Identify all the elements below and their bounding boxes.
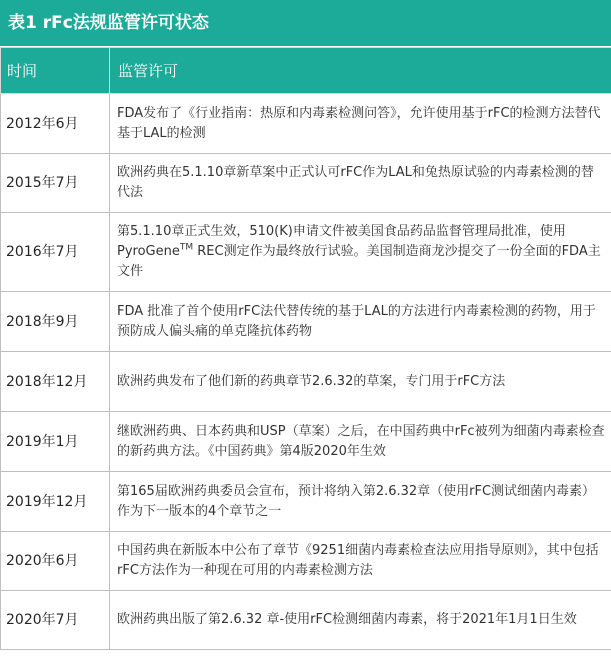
table-row	[1, 472, 611, 532]
header-approval: 监管许可	[110, 48, 611, 94]
row-text	[110, 213, 611, 292]
row-date: 2019年1月	[1, 412, 110, 472]
row-date: 2012年6月	[1, 94, 110, 154]
header-row	[1, 48, 611, 94]
row-date: 2020年7月	[1, 591, 110, 650]
row-text: 欧洲药典在5.1.10章新草案中正式认可rFC作为LAL和兔热原试验的内毒素检测的替代法	[110, 154, 611, 213]
row-date: 2019年12月	[1, 472, 110, 532]
row-text: 欧洲药典发布了他们新的药典章节2.6.32的草案，专门用于rFC方法	[110, 352, 611, 412]
row-text-part-a: 第5.1.10章正式生效，510(K)申请文件被美国食品药品监督管理局批准，使用PyroGene	[117, 224, 566, 259]
table-row	[1, 213, 611, 292]
regulatory-table	[0, 47, 611, 650]
table-row	[1, 412, 611, 472]
row-date: 2018年9月	[1, 292, 110, 352]
row-date: 2015年7月	[1, 154, 110, 213]
row-text: 中国药典在新版本中公布了章节《9251细菌内毒素检查法应用指导原则》，其中包括rFC方法作为一种现在可用的内毒素检测方法	[110, 532, 611, 591]
header-time: 时间	[1, 48, 110, 94]
table-title: 表1 rFc法规监管许可状态	[0, 0, 611, 47]
table-row	[1, 591, 611, 650]
table-row	[1, 292, 611, 352]
row-text: 第165届欧洲药典委员会宣布，预计将纳入第2.6.32章（使用rFC测试细菌内毒素）作为下一版本的4个章节之一	[110, 472, 611, 532]
row-text-part-b: REC测定作为最终放行试验。美国制造商龙沙提交了一份全面的FDA主文件	[117, 244, 601, 279]
row-text: 欧洲药典出版了第2.6.32 章-使用rFC检测细菌内毒素，将于2021年1月1日生效	[110, 591, 611, 650]
trademark-superscript: TM	[179, 242, 194, 253]
row-date: 2018年12月	[1, 352, 110, 412]
table-row	[1, 154, 611, 213]
table-row	[1, 94, 611, 154]
row-text: FDA发布了《行业指南：热原和内毒素检测问答》，允许使用基于rFC的检测方法替代基于LAL的检测	[110, 94, 611, 154]
row-date: 2020年6月	[1, 532, 110, 591]
row-text: FDA 批准了首个使用rFC法代替传统的基于LAL的方法进行内毒素检测的药物，用于预防成人偏头痛的单克隆抗体药物	[110, 292, 611, 352]
row-date: 2016年7月	[1, 213, 110, 292]
row-text: 继欧洲药典、日本药典和USP（草案）之后，在中国药典中rFc被列为细菌内毒素检查的新药典方法。《中国药典》第4版2020年生效	[110, 412, 611, 472]
table-row	[1, 532, 611, 591]
table-row	[1, 352, 611, 412]
